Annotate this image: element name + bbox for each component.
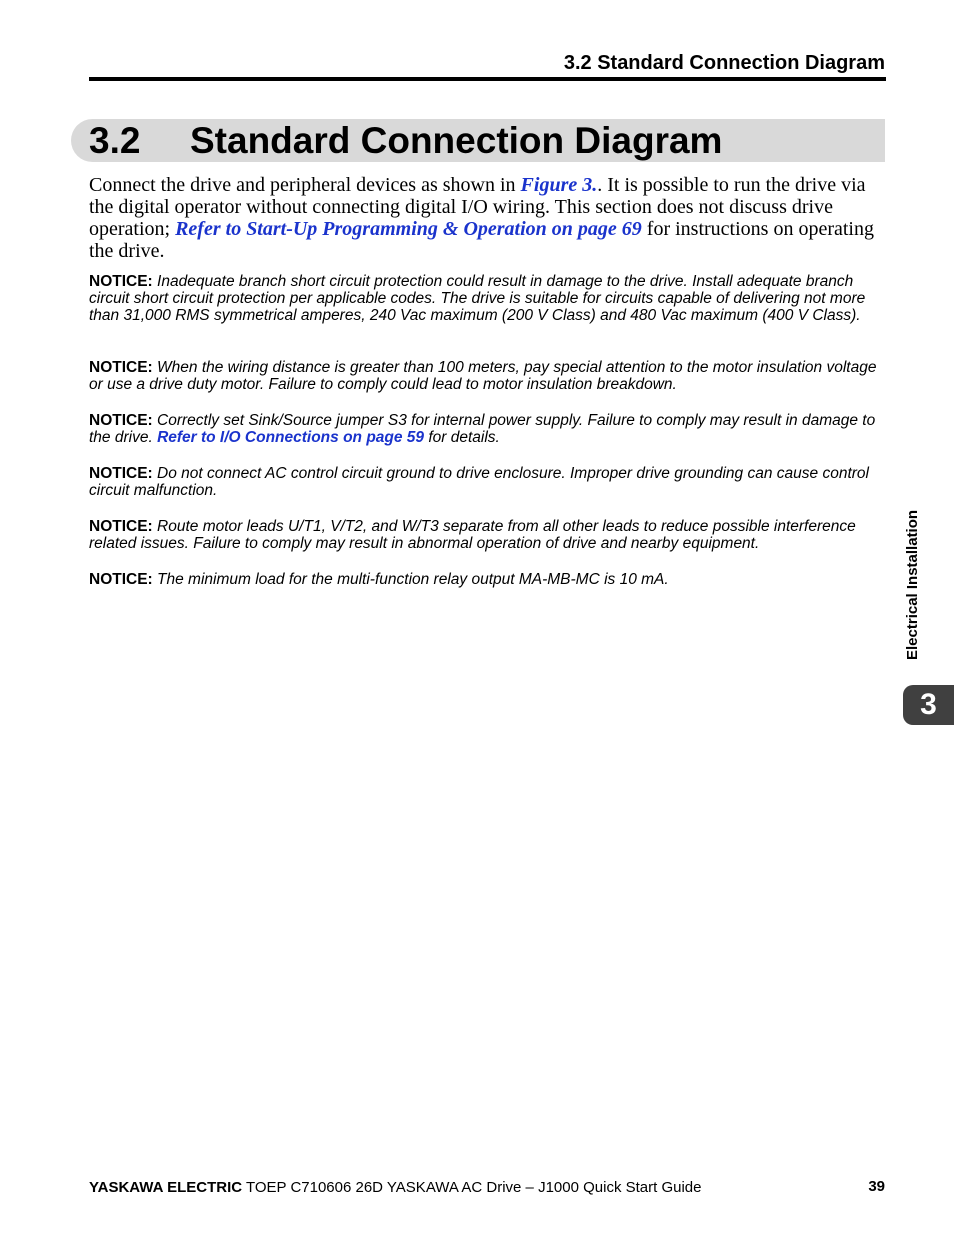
section-number: 3.2 <box>89 120 141 161</box>
notice-relay-load <box>89 571 889 588</box>
footer-doc: TOEP C710606 26D YASKAWA AC Drive – J1000 Quick Start Guide <box>242 1179 702 1196</box>
page-number: 39 <box>868 1178 885 1195</box>
notice-ground <box>89 465 889 499</box>
startup-programming-link[interactable]: Refer to Start-Up Programming & Operation on page 69 <box>175 218 642 240</box>
notice-label: NOTICE: <box>89 359 153 376</box>
chapter-tab: 3 <box>903 685 954 725</box>
header-rule <box>89 77 886 81</box>
notice-text: The minimum load for the multi-function relay output MA-MB-MC is 10 mA. <box>157 571 669 588</box>
intro-text-1: Connect the drive and peripheral devices as shown in <box>89 174 521 196</box>
footer-brand: YASKAWA ELECTRIC <box>89 1179 243 1196</box>
notice-sink-source <box>89 412 889 446</box>
section-title <box>89 120 722 162</box>
intro-text-3: for instructions on operating the drive. <box>89 218 874 262</box>
notice-text: Do not connect AC control circuit ground to drive enclosure. Improper drive grounding can cause control circuit malfunction. <box>89 465 869 499</box>
notice-motor-leads <box>89 518 889 552</box>
notice-label: NOTICE: <box>89 571 153 588</box>
notice-text: Inadequate branch short circuit protection could result in damage to the drive. Install adequate branch circuit short circuit protection per applicable codes. The drive is suitable for circuits capable of delivering not more than 31,000 RMS symmetrical amperes, 240 Vac maximum (200 V Class) and 480 Vac maximum (400 V Class). <box>89 273 866 324</box>
io-connections-link[interactable]: Refer to I/O Connections on page 59 <box>157 429 425 446</box>
intro-paragraph <box>89 174 889 262</box>
notice-label: NOTICE: <box>89 273 153 290</box>
notice-text: Correctly set Sink/Source jumper S3 for internal power supply. Failure to comply may result in damage to the drive. <box>89 412 876 446</box>
running-header: 3.2 Standard Connection Diagram <box>563 52 885 74</box>
footer <box>89 1179 701 1196</box>
notice-label: NOTICE: <box>89 465 153 482</box>
notice-branch-protection <box>89 273 889 324</box>
section-title-text: Standard Connection Diagram <box>190 120 723 161</box>
notice-text: When the wiring distance is greater than 100 meters, pay special attention to the motor insulation voltage or use a drive duty motor. Failure to comply could lead to motor insulation breakdown. <box>89 359 877 393</box>
figure-link[interactable]: Figure 3. <box>520 174 598 196</box>
notice-wiring-distance <box>89 359 889 393</box>
notice-text-after: for details. <box>424 429 500 446</box>
notice-label: NOTICE: <box>89 518 153 535</box>
side-section-label: Electrical Installation <box>904 509 921 660</box>
intro-text-2: . It is possible to run the drive via the digital operator without connecting digital I/O wiring. This section does not discuss drive operation; <box>89 174 866 240</box>
notice-text: Route motor leads U/T1, V/T2, and W/T3 separate from all other leads to reduce possible interference related issues. Failure to comply may result in abnormal operation of drive and nearby equipment. <box>89 518 856 552</box>
notice-label: NOTICE: <box>89 412 153 429</box>
